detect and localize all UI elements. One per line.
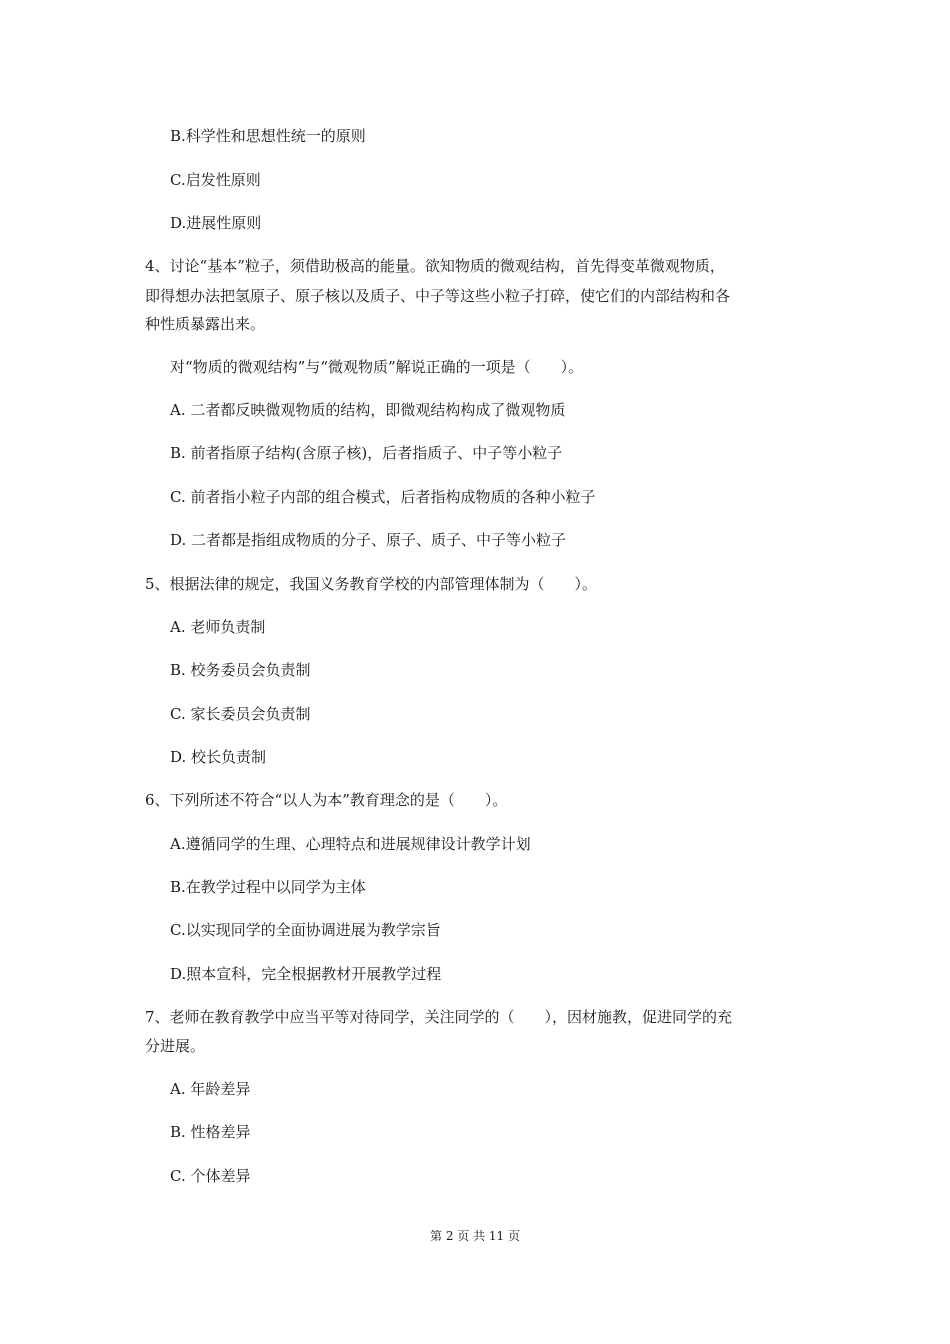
q5-stem: 5、根据法律的规定，我国义务教育学校的内部管理体制为（ ）。 <box>145 575 598 593</box>
q7-option-b: B. 性格差异 <box>170 1123 251 1141</box>
q5-option-d: D. 校长负责制 <box>170 748 267 766</box>
q5-option-a: A. 老师负责制 <box>170 618 266 636</box>
q6-stem: 6、下列所述不符合“以人为本”教育理念的是（ ）。 <box>145 791 508 809</box>
q7-stem-line-1: 7、老师在教育教学中应当平等对待同学，关注同学的（ ），因材施教，促进同学的充 <box>145 1008 733 1026</box>
q6-option-d: D.照本宣科，完全根据教材开展教学过程 <box>170 965 442 983</box>
q6-option-c: C.以实现同学的全面协调进展为教学宗旨 <box>170 921 441 939</box>
q7-stem-line-2: 分进展。 <box>145 1037 206 1055</box>
page-number-footer: 第 2 页 共 11 页 <box>430 1229 520 1243</box>
q3-option-d: D.进展性原则 <box>170 214 262 232</box>
q4-option-c: C. 前者指小粒子内部的组合模式，后者指构成物质的各种小粒子 <box>170 488 596 506</box>
q4-option-b: B. 前者指原子结构(含原子核)，后者指质子、中子等小粒子 <box>170 444 563 462</box>
q4-stem-line-3: 种性质暴露出来。 <box>145 315 266 333</box>
q7-option-a: A. 年龄差异 <box>170 1080 251 1098</box>
q4-sub-question: 对“物质的微观结构”与“微观物质”解说正确的一项是（ ）。 <box>170 358 584 376</box>
q7-option-c: C. 个体差异 <box>170 1167 251 1185</box>
q6-option-b: B.在教学过程中以同学为主体 <box>170 878 366 896</box>
q4-stem-line-1: 4、讨论“基本”粒子，须借助极高的能量。欲知物质的微观结构，首先得变革微观物质， <box>145 257 725 275</box>
q4-option-a: A. 二者都反映微观物质的结构，即微观结构构成了微观物质 <box>170 401 566 419</box>
q6-option-a: A.遵循同学的生理、心理特点和进展规律设计教学计划 <box>170 835 531 853</box>
q5-option-c: C. 家长委员会负责制 <box>170 705 311 723</box>
q5-option-b: B. 校务委员会负责制 <box>170 661 311 679</box>
q3-option-b: B.科学性和思想性统一的原则 <box>170 127 366 145</box>
q4-option-d: D. 二者都是指组成物质的分子、原子、质子、中子等小粒子 <box>170 531 567 549</box>
q3-option-c: C.启发性原则 <box>170 171 261 189</box>
q4-stem-line-2: 即得想办法把氢原子、原子核以及质子、中子等这些小粒子打碎，使它们的内部结构和各 <box>145 287 731 305</box>
